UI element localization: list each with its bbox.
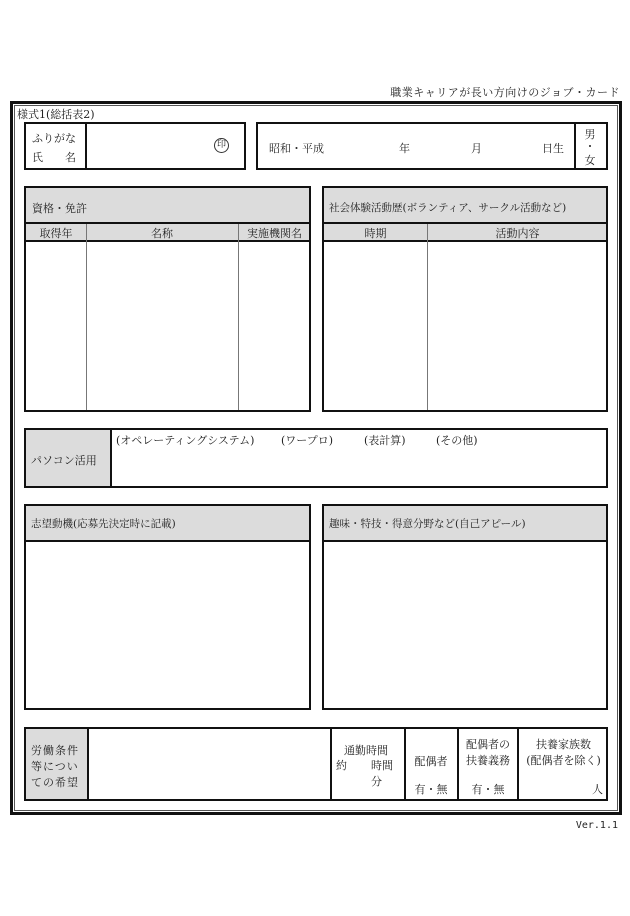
name-box [24,122,246,170]
work-conditions-label-3: ての希望 [31,776,79,789]
spouse-label: 配偶者 [414,755,448,768]
pc-other: (その他) [436,434,478,447]
motivation-title: 志望動機(応募先決定時に記載) [31,518,176,530]
furigana-label: ふりがな [32,132,76,145]
spouse-options[interactable]: 有・無 [414,783,448,796]
pc-skills-box [24,428,608,488]
social-experience-title: 社会体験活動歴(ボランティア、サークル活動など) [329,202,567,214]
motivation-input[interactable] [26,542,309,708]
pc-skills-label: パソコン活用 [31,454,97,467]
name-label: 氏 名 [32,151,76,164]
qualifications-table [24,186,311,412]
era-label: 昭和・平成 [269,142,324,155]
version-label: Ver.1.1 [575,820,618,831]
motivation-box [24,504,311,710]
dependents-unit[interactable]: 人 [592,783,603,796]
qualifications-header [26,188,309,223]
motivation-header [26,506,309,540]
work-conditions-label-2: 等につい [31,760,79,773]
commute-label: 通勤時間 [344,744,388,757]
pc-skills-input[interactable] [112,446,606,486]
work-conditions-label-1: 労働条件 [31,744,79,757]
form-id: 様式1(総括表2) [17,108,95,121]
column-activity: 活動内容 [495,227,540,240]
social-experience-table [322,186,608,412]
self-pr-input[interactable] [324,542,606,708]
birth-box [256,122,608,170]
column-period: 時期 [364,227,387,240]
pc-skills-label-cell [26,430,110,486]
commute-hours[interactable]: 時間 [371,759,393,772]
divider [330,729,332,799]
gender-male[interactable]: 男 [584,128,596,141]
pc-os: (オペレーティングシステム) [116,434,255,447]
month-label: 月 [471,142,482,155]
column-institution: 実施機関名 [247,227,302,240]
dependents-label-2: (配偶者を除く) [526,754,601,767]
self-pr-box [322,504,608,710]
self-pr-header [324,506,606,540]
qualifications-input-area[interactable] [26,242,309,410]
spouse-support-label-1: 配偶者の [466,738,510,751]
pc-spreadsheet: (表計算) [364,434,406,447]
divider [85,124,87,168]
seal-icon: 印 [214,138,229,153]
column-year: 取得年 [39,227,73,240]
work-conditions-label-cell [26,729,87,799]
social-experience-header [324,188,606,223]
work-conditions-box [24,727,608,801]
gender-separator: ・ [584,140,596,153]
dependents-label-1: 扶養家族数 [536,738,591,751]
social-experience-input-area[interactable] [324,242,606,410]
spouse-support-label-2: 扶養義務 [466,754,510,767]
gender-female[interactable]: 女 [584,154,596,167]
day-label: 日生 [542,142,564,155]
qualifications-title: 資格・免許 [32,202,87,215]
work-conditions-input[interactable] [89,729,329,799]
divider [574,124,576,168]
column-name: 名称 [151,227,173,240]
commute-minutes[interactable]: 分 [371,775,382,788]
document-title: 職業キャリアが長い方向けのジョブ・カード [390,86,620,99]
pc-word-processor: (ワープロ) [281,434,334,447]
self-pr-title: 趣味・特技・得意分野など(自己アピール) [329,518,526,530]
year-label: 年 [399,142,410,155]
spouse-support-options[interactable]: 有・無 [471,783,505,796]
commute-approx: 約 [336,759,347,772]
